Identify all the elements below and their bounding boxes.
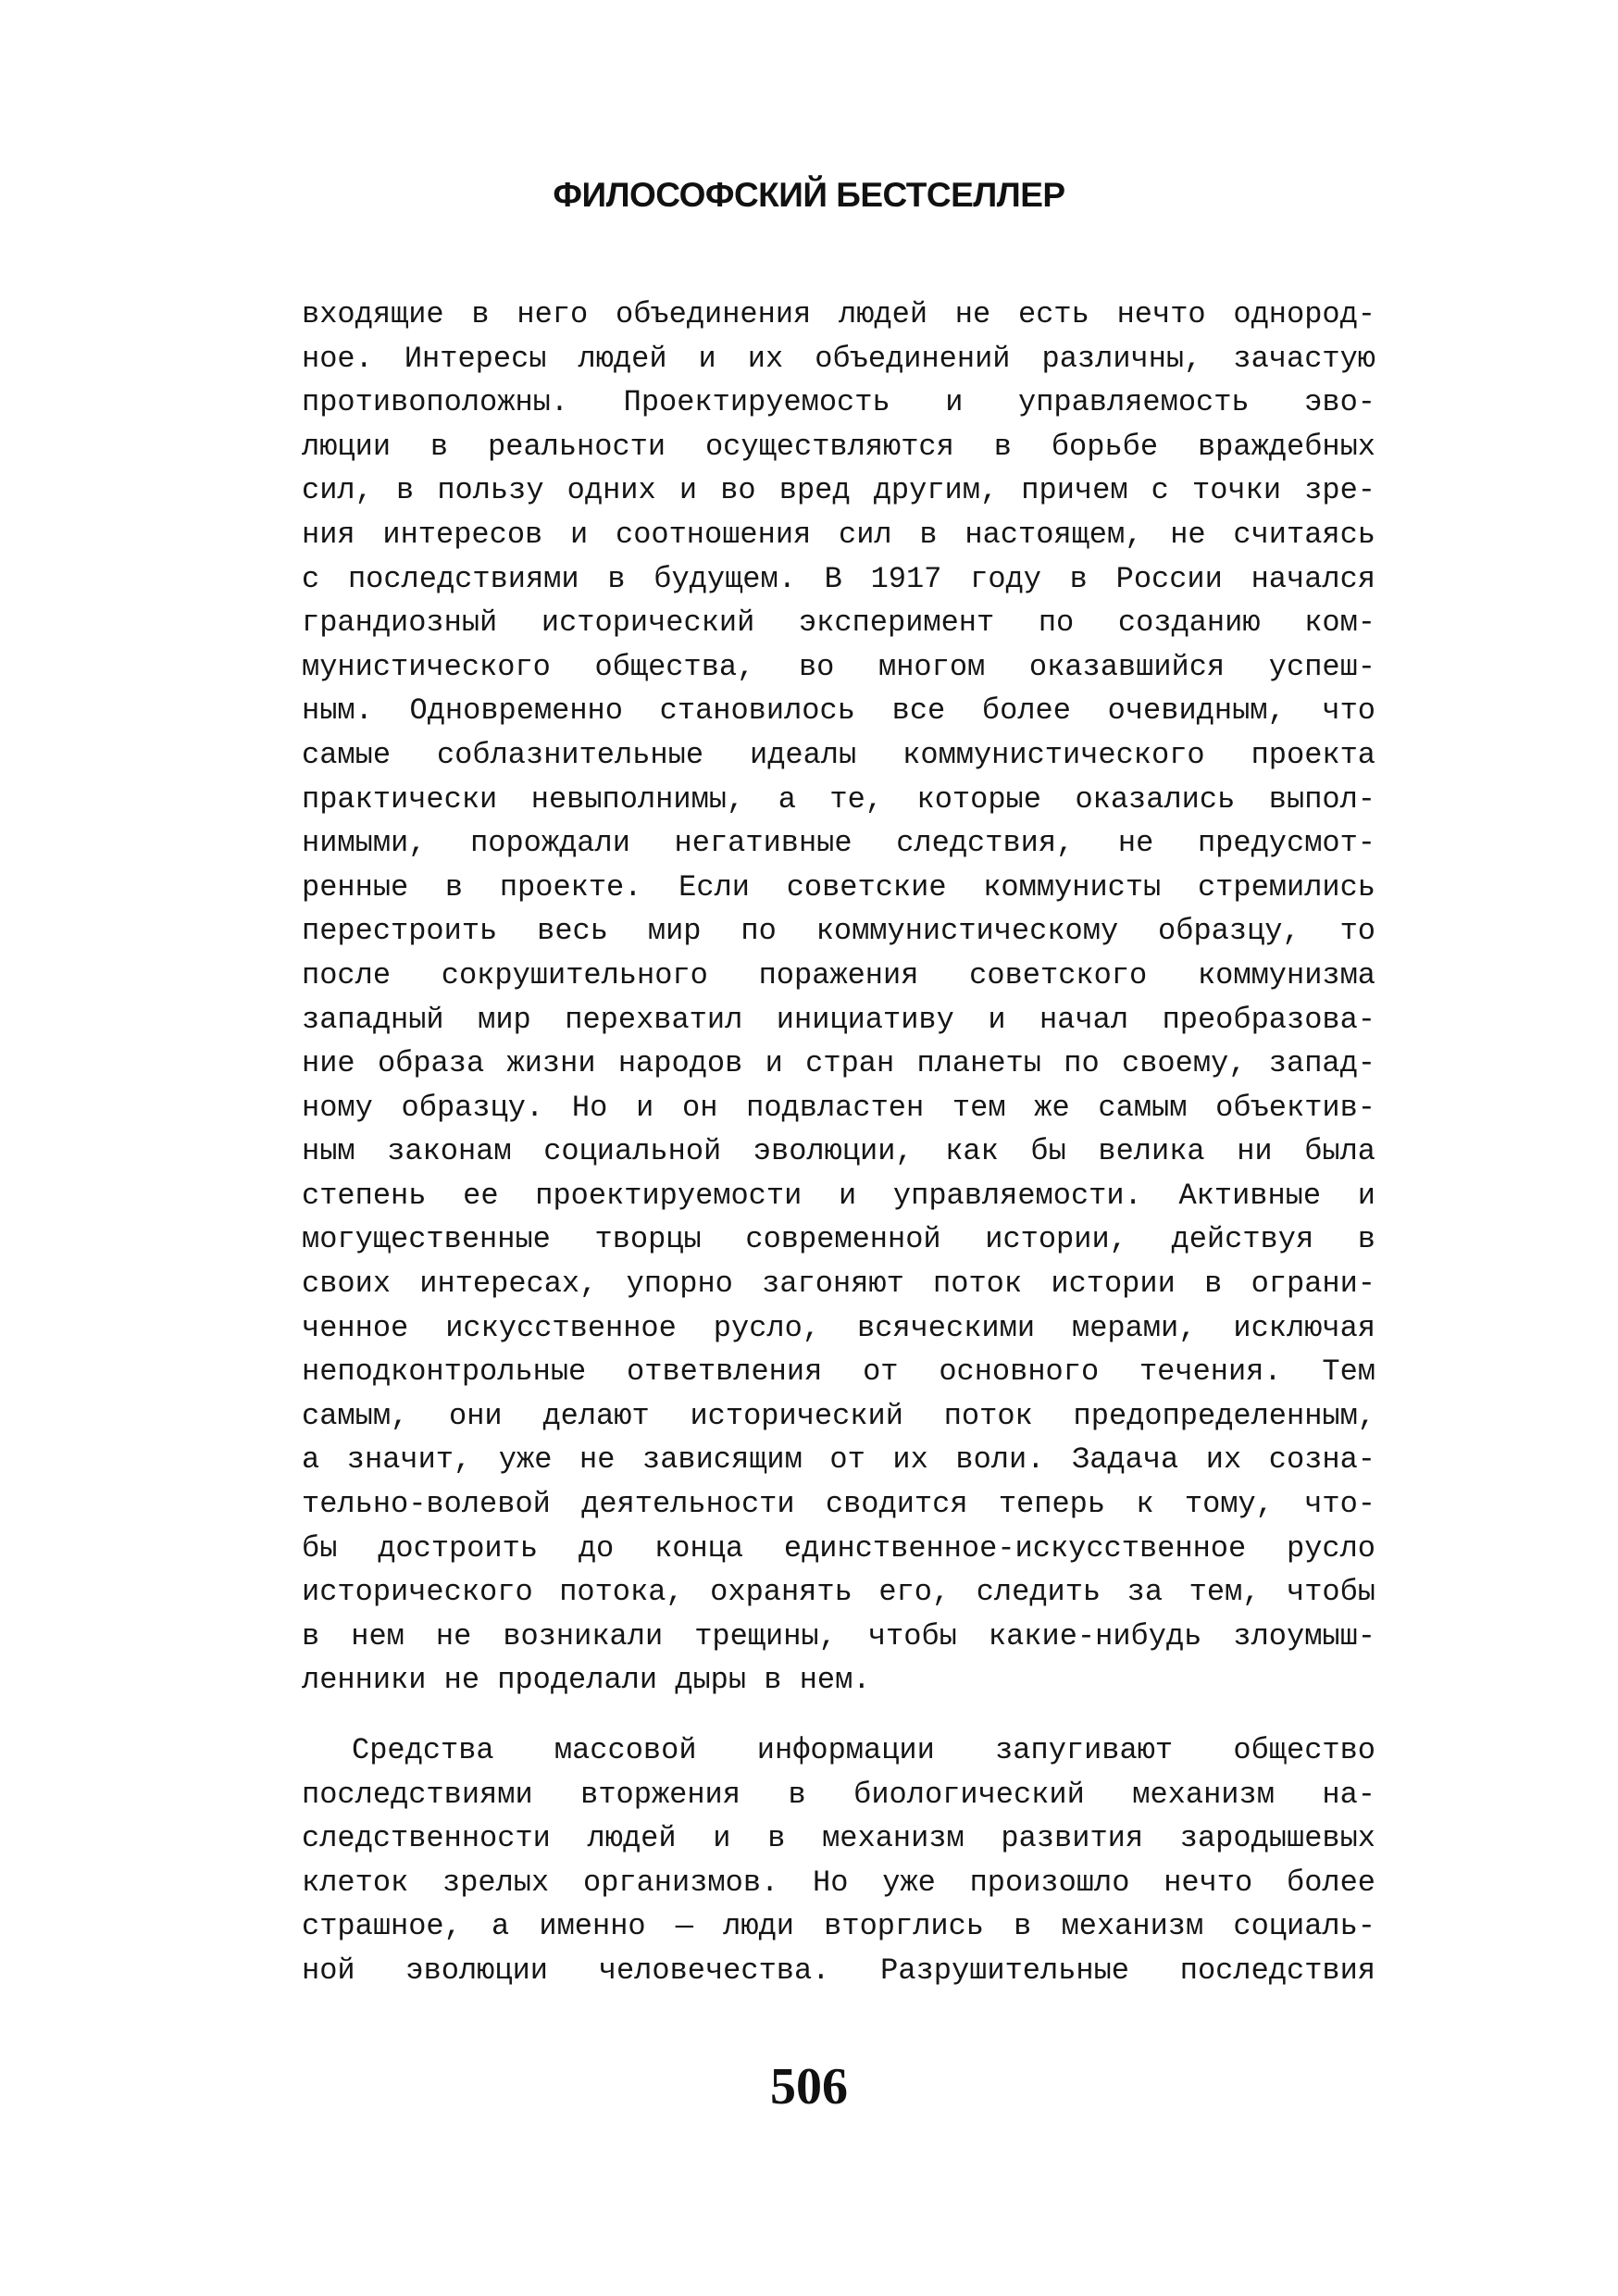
text-line: ренные в проекте. Если советские коммунисты стремились <box>302 869 1375 905</box>
text-line: последствиями вторжения в биологический механизм на- <box>302 1777 1375 1812</box>
text-line: Средства массовой информации запугивают общество <box>352 1733 1375 1767</box>
text-line: практически невыполнимы, а те, которые оказались выпол- <box>302 781 1375 817</box>
text-line: нимыми, порождали негативные следствия, не предусмот- <box>302 826 1375 861</box>
text-line: ным законам социальной эволюции, как бы велика ни была <box>302 1134 1375 1169</box>
text-line: ной эволюции человечества. Разрушительные последствия <box>302 1953 1375 1988</box>
paragraph-2 <box>302 1728 1375 1993</box>
text-line: бы достроить до конца единственное-искусственное русло <box>302 1530 1375 1566</box>
text-line: в нем не возникали трещины, чтобы какие-нибудь злоумыш- <box>302 1618 1375 1653</box>
paragraph-1 <box>302 293 1375 1703</box>
text-line: могущественные творцы современной истории, действуя в <box>302 1222 1375 1257</box>
text-line: ленники не проделали дыры в нем. <box>302 1663 871 1698</box>
body-text <box>302 293 1375 1993</box>
text-line: следственности людей и в механизм развития зародышевых <box>302 1821 1375 1856</box>
text-line: тельно-волевой деятельности сводится теперь к тому, что- <box>302 1487 1375 1522</box>
text-line: сил, в пользу одних и во вред другим, причем с точки зре- <box>302 473 1375 508</box>
text-line: степень ее проектируемости и управляемости. Активные и <box>302 1178 1375 1213</box>
text-line: после сокрушительного поражения советского коммунизма <box>302 957 1375 992</box>
page-number: 506 <box>770 2058 848 2115</box>
text-line: входящие в него объединения людей не есть нечто однород- <box>302 297 1375 331</box>
text-line: грандиозный исторический эксперимент по созданию ком- <box>302 605 1375 641</box>
text-line: самым, они делают исторический поток предопределенным, <box>302 1398 1375 1433</box>
text-line: с последствиями в будущем. В 1917 году в России начался <box>302 561 1375 596</box>
running-title: ФИЛОСОФСКИЙ БЕСТСЕЛЛЕР <box>553 176 1065 214</box>
text-line: ному образцу. Но и он подвластен тем же самым объектив- <box>302 1090 1375 1125</box>
text-line: противоположны. Проектируемость и управляемость эво- <box>302 385 1375 420</box>
text-line: самые соблазнительные идеалы коммунистического проекта <box>302 737 1375 772</box>
text-line: ным. Одновременно становилось все более очевидным, что <box>302 693 1375 729</box>
text-line: ние образа жизни народов и стран планеты по своему, запад- <box>302 1046 1375 1081</box>
text-line: ченное искусственное русло, всяческими мерами, исключая <box>302 1310 1375 1345</box>
text-line: мунистического общества, во многом оказавшийся успеш- <box>302 649 1375 684</box>
text-line: своих интересах, упорно загоняют поток истории в ограни- <box>302 1267 1375 1302</box>
text-line: люции в реальности осуществляются в борьбе враждебных <box>302 429 1375 464</box>
text-line: неподконтрольные ответвления от основного течения. Тем <box>302 1354 1375 1390</box>
text-line: западный мир перехватил инициативу и начал преобразова- <box>302 1002 1375 1037</box>
text-line: перестроить весь мир по коммунистическому образцу, то <box>302 914 1375 949</box>
text-line: страшное, а именно — люди вторглись в механизм социаль- <box>302 1909 1375 1944</box>
text-line: ное. Интересы людей и их объединений различны, зачастую <box>302 341 1375 376</box>
text-line: клеток зрелых организмов. Но уже произошло нечто более <box>302 1865 1375 1900</box>
text-line: исторического потока, охранять его, следить за тем, чтобы <box>302 1575 1375 1610</box>
paragraph-spacer <box>302 1703 1375 1728</box>
text-line: а значит, уже не зависящим от их воли. Задача их созна- <box>302 1442 1375 1478</box>
text-line: ния интересов и соотношения сил в настоящем, не считаясь <box>302 517 1375 552</box>
